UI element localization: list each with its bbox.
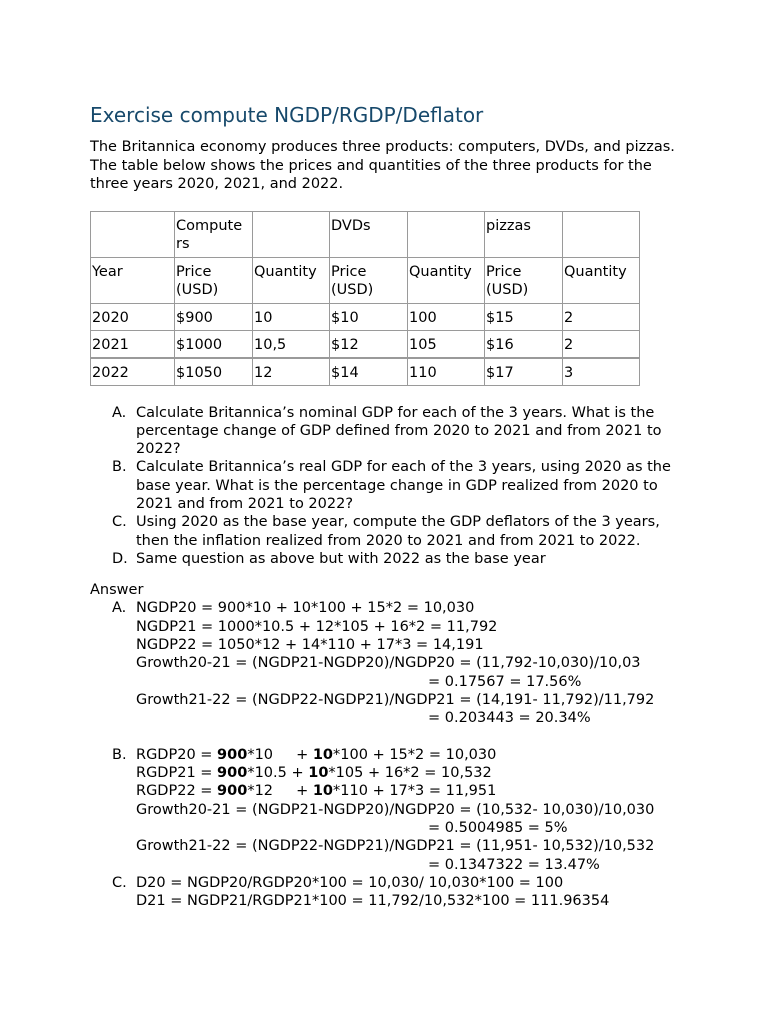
table-cell: 3 bbox=[563, 358, 640, 386]
table-cell: DVDs bbox=[330, 211, 408, 257]
table-row bbox=[91, 358, 640, 386]
table-cell: 2021 bbox=[91, 330, 175, 358]
question-item bbox=[90, 458, 690, 513]
answer-bold: 900 bbox=[217, 746, 248, 763]
table-cell: $12 bbox=[330, 330, 408, 358]
answer-line bbox=[136, 764, 690, 782]
answer-line: = 0.203443 = 20.34% bbox=[428, 710, 591, 727]
table-cell: Quantity bbox=[253, 257, 330, 303]
table-header-row bbox=[91, 211, 640, 257]
table-cell: 10,5 bbox=[253, 330, 330, 358]
question-item bbox=[90, 404, 690, 459]
table-cell: $16 bbox=[485, 330, 563, 358]
answer-line: NGDP20 = 900*10 + 10*100 + 15*2 = 10,030 bbox=[136, 600, 475, 617]
answer-text: *105 + 16*2 = 10,532 bbox=[328, 765, 492, 782]
table-cell: $15 bbox=[485, 303, 563, 330]
table-cell: $1000 bbox=[175, 330, 253, 358]
list-marker: A. bbox=[112, 404, 127, 421]
table-row bbox=[91, 330, 640, 358]
answer-text: *100 + 15*2 = 10,030 bbox=[333, 746, 497, 763]
table-cell: 2022 bbox=[91, 358, 175, 386]
table-cell: 105 bbox=[408, 330, 485, 358]
table-cell: Compute rs bbox=[175, 211, 253, 257]
answer-bold: 900 bbox=[217, 765, 248, 782]
page-title: Exercise compute NGDP/RGDP/Deflator bbox=[90, 103, 484, 127]
question-text: Using 2020 as the base year, compute the GDP deflators of the 3 years, then the inflation realized from 2020 to 2021 and from 2021 to 2022. bbox=[136, 514, 660, 549]
table-cell: Quantity bbox=[563, 257, 640, 303]
intro-paragraph: The Britannica economy produces three products: computers, DVDs, and pizzas. The table below shows the prices and quantities of the three products for the three years 2020, 2021, and 2022. bbox=[90, 139, 675, 192]
table-cell: $10 bbox=[330, 303, 408, 330]
answer-line: Growth20-21 = (NGDP21-NGDP20)/NGDP20 = (11,792-10,030)/10,03 bbox=[136, 655, 641, 672]
table-cell: 2 bbox=[563, 330, 640, 358]
list-marker: D. bbox=[112, 550, 128, 567]
answer-b bbox=[90, 746, 690, 874]
answer-line bbox=[136, 746, 690, 764]
question-item bbox=[90, 550, 690, 568]
table-cell: $17 bbox=[485, 358, 563, 386]
table-cell: 2020 bbox=[91, 303, 175, 330]
table-cell: Quantity bbox=[408, 257, 485, 303]
answer-line: Growth21-22 = (NGDP22-NGDP21)/NGDP21 = (14,191- 11,792)/11,792 bbox=[136, 691, 655, 708]
table-cell: 10 bbox=[253, 303, 330, 330]
answer-text: RGDP22 = bbox=[136, 783, 218, 800]
table-cell: 100 bbox=[408, 303, 485, 330]
price-quantity-table bbox=[90, 211, 640, 386]
table-cell: $14 bbox=[330, 358, 408, 386]
table-cell: 110 bbox=[408, 358, 485, 386]
answer-text: *10 + bbox=[247, 746, 313, 763]
answer-c bbox=[90, 874, 690, 911]
table-cell bbox=[91, 211, 175, 257]
table-cell: 2 bbox=[563, 303, 640, 330]
answer-line: Growth20-21 = (NGDP21-NGDP20)/NGDP20 = (10,532- 10,030)/10,030 bbox=[136, 801, 655, 818]
table-cell: Year bbox=[91, 257, 175, 303]
table-cell: Price (USD) bbox=[330, 257, 408, 303]
question-list bbox=[90, 404, 690, 569]
answer-bold: 10 bbox=[312, 783, 334, 800]
answer-heading: Answer bbox=[90, 582, 144, 599]
table-cell: $1050 bbox=[175, 358, 253, 386]
answer-bold: 900 bbox=[217, 783, 248, 800]
answer-line: = 0.5004985 = 5% bbox=[428, 820, 568, 837]
answer-line: = 0.1347322 = 13.47% bbox=[428, 856, 600, 873]
table-row bbox=[91, 303, 640, 330]
answer-line bbox=[136, 782, 690, 800]
answer-line: Growth21-22 = (NGDP22-NGDP21)/NGDP21 = (11,951- 10,532)/10,532 bbox=[136, 838, 655, 855]
answer-text: *110 + 17*3 = 11,951 bbox=[333, 783, 497, 800]
answer-a bbox=[90, 599, 690, 727]
table-cell: 12 bbox=[253, 358, 330, 386]
table-cell bbox=[408, 211, 485, 257]
list-marker: B. bbox=[112, 459, 127, 476]
table-cell: Price (USD) bbox=[175, 257, 253, 303]
table-cell: pizzas bbox=[485, 211, 563, 257]
answer-text: *10.5 + bbox=[247, 765, 309, 782]
answer-line: D21 = NGDP21/RGDP21*100 = 11,792/10,532*100 = 111.96354 bbox=[136, 893, 610, 910]
answer-line: D20 = NGDP20/RGDP20*100 = 10,030/ 10,030*100 = 100 bbox=[136, 874, 564, 891]
table-cell bbox=[253, 211, 330, 257]
table-cell: Price (USD) bbox=[485, 257, 563, 303]
answer-bold: 10 bbox=[308, 765, 329, 782]
question-item bbox=[90, 513, 690, 550]
table-cell: $900 bbox=[175, 303, 253, 330]
table-subheader-row bbox=[91, 257, 640, 303]
answer-bold: 10 bbox=[312, 746, 334, 763]
table-cell bbox=[563, 211, 640, 257]
question-text: Same question as above but with 2022 as the base year bbox=[136, 550, 546, 567]
list-marker: A. bbox=[112, 600, 127, 617]
document-page bbox=[90, 100, 690, 911]
question-text: Calculate Britannica’s real GDP for each of the 3 years, using 2020 as the base year. What is the percentage change in GDP realized from 2020 to 2021 and from 2021 to 2022? bbox=[136, 459, 671, 512]
question-text: Calculate Britannica’s nominal GDP for each of the 3 years. What is the percentage change of GDP defined from 2020 to 2021 and from 2021 to 2022? bbox=[136, 404, 662, 458]
list-marker: C. bbox=[112, 874, 127, 891]
answer-text: *12 + bbox=[247, 783, 313, 800]
answer-line: NGDP21 = 1000*10.5 + 12*105 + 16*2 = 11,792 bbox=[136, 618, 498, 635]
answer-line: = 0.17567 = 17.56% bbox=[428, 673, 582, 690]
answer-text: RGDP20 = bbox=[136, 746, 218, 763]
list-marker: C. bbox=[112, 514, 127, 531]
answer-text: RGDP21 = bbox=[136, 765, 218, 782]
list-marker: B. bbox=[112, 746, 127, 763]
answer-line: NGDP22 = 1050*12 + 14*110 + 17*3 = 14,191 bbox=[136, 637, 484, 654]
